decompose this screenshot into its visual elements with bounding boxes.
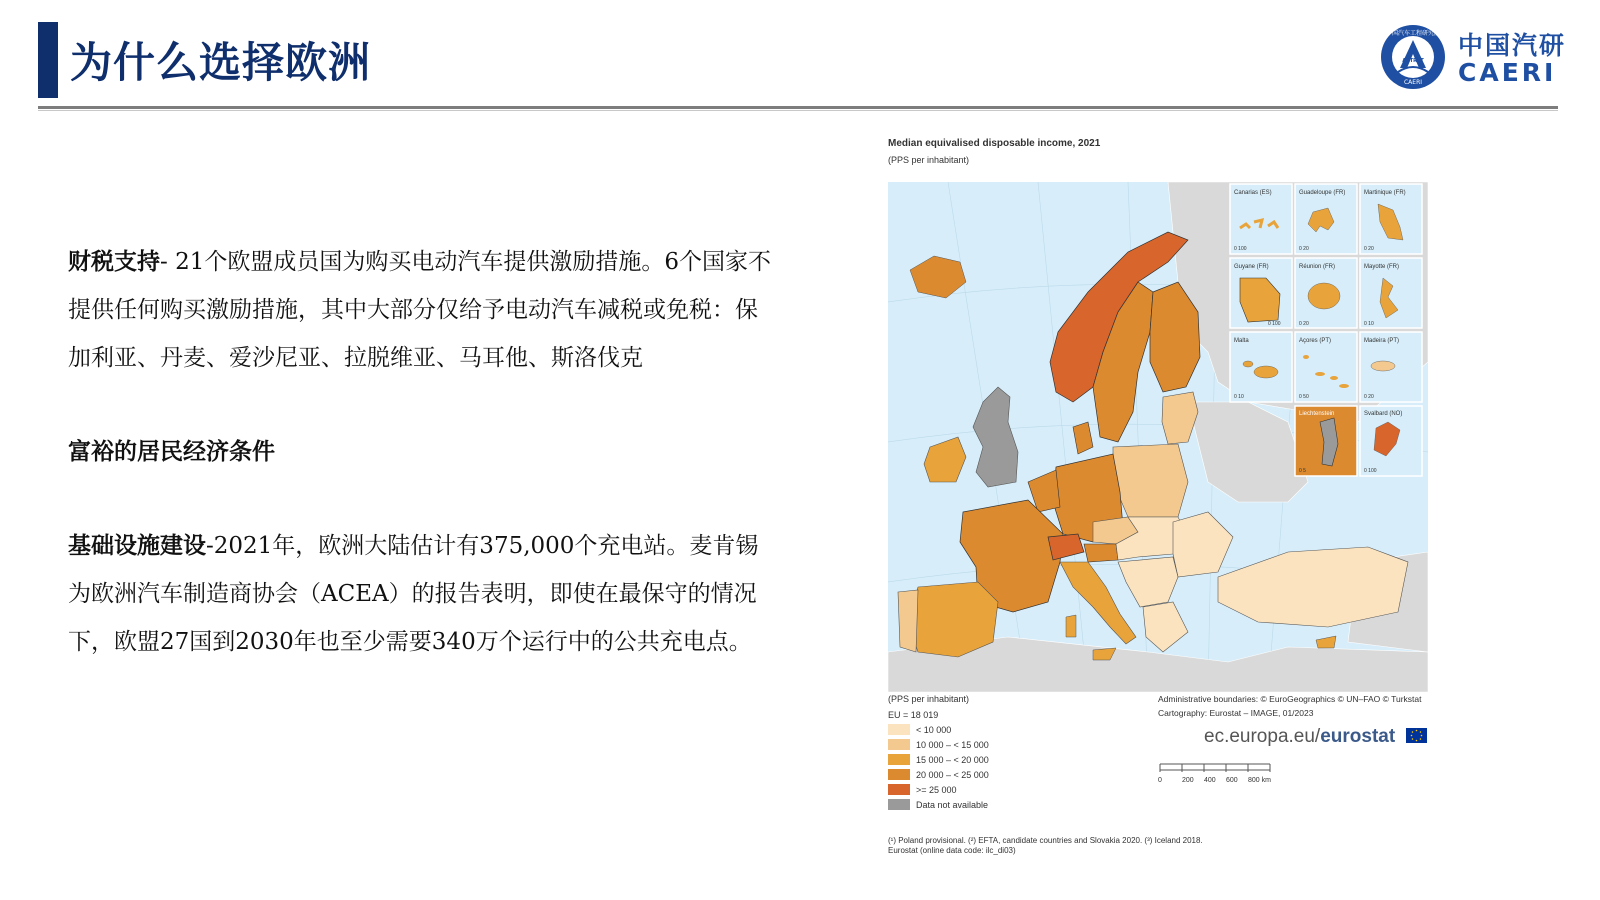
legend-swatch xyxy=(888,754,910,765)
heading-fiscal-support: 财税支持 xyxy=(68,249,160,275)
logo-chinese-name: 中国汽研 xyxy=(1458,31,1567,60)
content-text xyxy=(68,238,778,666)
legend-item: 15 000 – < 20 000 xyxy=(888,754,989,765)
legend-swatch xyxy=(888,784,910,795)
inset-reunion xyxy=(1295,258,1357,328)
income-map-figure xyxy=(888,132,1448,862)
inset-guadeloupe xyxy=(1295,184,1357,254)
map-scale-bar xyxy=(1158,762,1288,786)
legend-eu-value: EU = 18 019 xyxy=(888,710,939,720)
caeri-logo xyxy=(1378,22,1578,92)
svg-text:Réunion (FR): Réunion (FR) xyxy=(1299,264,1336,270)
logo-center-text: ASTRET xyxy=(1402,58,1424,64)
legend-item: 20 000 – < 25 000 xyxy=(888,769,989,780)
legend-item: < 10 000 xyxy=(888,724,951,735)
inset-martinique xyxy=(1360,184,1422,254)
scale-label: 600 xyxy=(1226,777,1238,784)
svg-text:Svalbard (NO): Svalbard (NO) xyxy=(1364,411,1403,417)
legend-swatch xyxy=(888,739,910,750)
svg-text:0 100: 0 100 xyxy=(1234,246,1247,252)
heading-economic-conditions: 富裕的居民经济条件 xyxy=(68,439,275,465)
svg-text:Guyane (FR): Guyane (FR) xyxy=(1234,264,1269,270)
svg-text:0 10: 0 10 xyxy=(1234,394,1244,400)
scale-label: 800 km xyxy=(1248,777,1271,784)
svg-text:Liechtenstein: Liechtenstein xyxy=(1299,411,1335,417)
logo-english-name: CAERI xyxy=(1458,58,1557,87)
text-fiscal-support: - 21个欧盟成员国为购买电动汽车提供激励措施。6个国家不提供任何购买激励措施，其中大部分仅给予电动汽车减税或免税：保加利亚、丹麦、爱沙尼亚、拉脱维亚、马耳他、斯洛伐克 xyxy=(68,249,771,371)
text-infrastructure: -2021年，欧洲大陆估计有375,000个充电站。麦肯锡为欧洲汽车制造商协会（ACEA）的报告表明，即使在最保守的情况下，欧盟27国到2030年也至少需要340万个运行中的公共充电点。 xyxy=(68,533,759,655)
paragraph-fiscal xyxy=(68,238,778,382)
legend-swatch xyxy=(888,724,910,735)
paragraph-economy xyxy=(68,428,778,476)
scale-label: 200 xyxy=(1182,777,1194,784)
svg-text:Guadeloupe (FR): Guadeloupe (FR) xyxy=(1299,190,1346,196)
scale-label: 0 xyxy=(1158,777,1162,784)
footnote-line-1: (¹) Poland provisional. (²) EFTA, candidate countries and Slovakia 2020. (³) Iceland 2018. xyxy=(888,836,1203,845)
legend-title: (PPS per inhabitant) xyxy=(888,694,970,704)
header-divider xyxy=(38,106,1558,109)
map-footnote xyxy=(888,836,1203,856)
admin-boundaries-credit: Administrative boundaries: © EuroGeographics © UN–FAO © Turkstat xyxy=(1158,694,1422,704)
map-title: Median equivalised disposable income, 2021 xyxy=(888,138,1101,149)
svg-text:Mayotte (FR): Mayotte (FR) xyxy=(1364,264,1400,270)
legend-item: Data not available xyxy=(888,799,988,810)
legend-swatch xyxy=(888,799,910,810)
svg-text:0 20: 0 20 xyxy=(1364,246,1374,252)
inset-malta xyxy=(1230,332,1292,402)
svg-text:Malta: Malta xyxy=(1234,338,1249,344)
svg-text:0 20: 0 20 xyxy=(1364,394,1374,400)
logo-ring-top: 中国汽车工程研究院 xyxy=(1385,30,1441,37)
caeri-emblem-icon xyxy=(1378,22,1448,92)
svg-text:Canarias (ES): Canarias (ES) xyxy=(1234,190,1272,196)
europe-map xyxy=(888,182,1428,692)
inset-madeira xyxy=(1360,332,1422,402)
map-subtitle: (PPS per inhabitant) xyxy=(888,155,970,165)
logo-ring-bottom: CAERI xyxy=(1403,79,1423,86)
scale-label: 400 xyxy=(1204,777,1216,784)
eu-flag-icon xyxy=(1406,728,1427,743)
svg-text:0 50: 0 50 xyxy=(1299,394,1309,400)
footnote-line-2: Eurostat (online data code: ilc_di03) xyxy=(888,846,1016,855)
svg-text:Açores (PT): Açores (PT) xyxy=(1299,338,1332,344)
inset-guyane xyxy=(1230,258,1292,328)
legend-item: >= 25 000 xyxy=(888,784,957,795)
page-title: 为什么选择欧洲 xyxy=(70,38,372,87)
svg-text:0 20: 0 20 xyxy=(1299,321,1309,327)
legend-item: 10 000 – < 15 000 xyxy=(888,739,989,750)
inset-liechtenstein xyxy=(1295,406,1357,476)
cartography-credit: Cartography: Eurostat – IMAGE, 01/2023 xyxy=(1158,708,1314,718)
svg-text:0 5: 0 5 xyxy=(1299,468,1306,474)
inset-mayotte xyxy=(1360,258,1422,328)
heading-infrastructure: 基础设施建设 xyxy=(68,533,206,559)
title-accent-bar xyxy=(38,22,58,98)
paragraph-infrastructure xyxy=(68,522,778,666)
legend-swatch xyxy=(888,769,910,780)
inset-svalbard xyxy=(1360,406,1422,476)
inset-acores xyxy=(1295,332,1357,402)
eurostat-domain: ec.europa.eu/ xyxy=(1204,726,1321,747)
header-divider-shadow xyxy=(38,110,1558,111)
eurostat-source xyxy=(1204,726,1395,748)
svg-text:0 100: 0 100 xyxy=(1268,321,1281,327)
svg-text:Madeira (PT): Madeira (PT) xyxy=(1364,338,1400,344)
svg-text:0 10: 0 10 xyxy=(1364,321,1374,327)
eurostat-brand: eurostat xyxy=(1320,726,1396,747)
svg-text:0 20: 0 20 xyxy=(1299,246,1309,252)
inset-canarias xyxy=(1230,184,1292,254)
svg-text:0 100: 0 100 xyxy=(1364,468,1377,474)
svg-text:Martinique (FR): Martinique (FR) xyxy=(1364,190,1406,196)
